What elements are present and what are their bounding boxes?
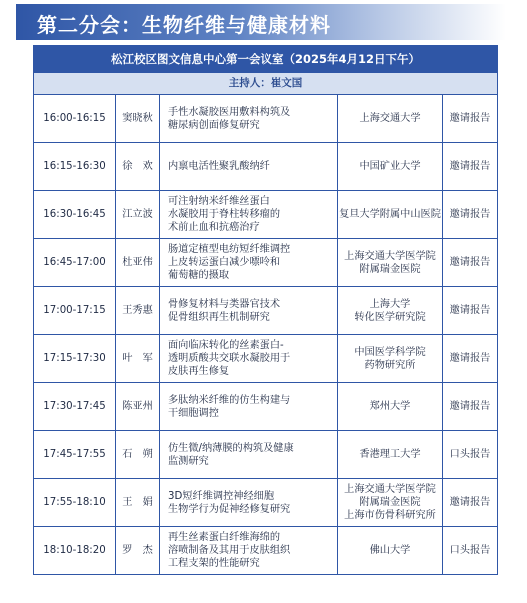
talk-topic-line: 工程支架的性能研究	[168, 558, 260, 569]
talk-topic	[160, 95, 338, 143]
session-time: 18:10-18:20	[34, 527, 116, 575]
talk-topic	[160, 287, 338, 335]
report-type: 邀请报告	[443, 143, 498, 191]
report-type: 邀请报告	[443, 479, 498, 527]
session-row	[34, 527, 498, 575]
speaker-name: 徐 欢	[116, 143, 160, 191]
talk-topic-line: 肠道定植型电纺短纤维调控	[168, 244, 291, 255]
institution	[338, 95, 443, 143]
talk-topic-line: 促骨组织再生机制研究	[168, 311, 270, 323]
talk-topic-line: 透明质酸共交联水凝胶用于	[168, 353, 291, 364]
session-time: 17:30-17:45	[34, 383, 116, 431]
institution-line: 中国矿业大学	[359, 161, 421, 172]
institution-line: 附属瑞金医院	[359, 263, 421, 275]
speaker-name: 窦晓秋	[116, 95, 160, 143]
talk-topic	[160, 191, 338, 239]
venue-cell: 松江校区图文信息中心第一会议室（2025年4月12日下午）	[34, 46, 498, 73]
talk-topic	[160, 479, 338, 527]
institution-line: 郑州大学	[369, 401, 411, 412]
talk-topic-line: 内禀电活性聚乳酸纳纤	[168, 161, 270, 172]
report-type: 邀请报告	[443, 335, 498, 383]
talk-topic-line: 再生丝素蛋白纤维海绵的	[168, 532, 281, 543]
institution-line: 上海交通大学医学院	[344, 484, 436, 495]
institution-line: 佛山大学	[369, 545, 411, 556]
talk-topic-line: 骨修复材料与类器官技术	[168, 298, 281, 310]
session-time: 17:55-18:10	[34, 479, 116, 527]
institution	[338, 383, 443, 431]
session-row	[34, 431, 498, 479]
host-row	[34, 73, 498, 95]
talk-topic-line: 面向临床转化的丝素蛋白-	[168, 340, 284, 351]
title-band	[16, 4, 506, 40]
session-row	[34, 143, 498, 191]
institution	[338, 479, 443, 527]
session-row	[34, 95, 498, 143]
talk-topic-line: 3D短纤维调控神经细胞	[168, 490, 275, 502]
talk-topic-line: 生物学行为促神经修复研究	[168, 503, 291, 515]
report-type: 邀请报告	[443, 287, 498, 335]
talk-topic-line: 皮肤再生修复	[168, 366, 230, 377]
speaker-name: 叶 军	[116, 335, 160, 383]
talk-topic-line: 手性水凝胶医用敷料构筑及	[168, 106, 291, 118]
session-time: 16:00-16:15	[34, 95, 116, 143]
institution-line: 转化医学研究院	[354, 311, 426, 323]
talk-topic-line: 葡萄糖的摄取	[168, 270, 230, 281]
talk-topic	[160, 431, 338, 479]
institution	[338, 239, 443, 287]
session-time: 16:30-16:45	[34, 191, 116, 239]
institution	[338, 335, 443, 383]
talk-topic	[160, 143, 338, 191]
schedule-table	[33, 45, 498, 575]
speaker-name: 王 娟	[116, 479, 160, 527]
report-type: 邀请报告	[443, 239, 498, 287]
institution-line: 附属瑞金医院	[359, 497, 421, 508]
speaker-name: 石 朔	[116, 431, 160, 479]
speaker-name: 王秀惠	[116, 287, 160, 335]
talk-topic	[160, 335, 338, 383]
session-time: 17:15-17:30	[34, 335, 116, 383]
report-type: 邀请报告	[443, 191, 498, 239]
session-time: 16:45-17:00	[34, 239, 116, 287]
report-type: 口头报告	[443, 527, 498, 575]
talk-topic-line: 溶喷制备及其用于皮肤组织	[168, 545, 291, 556]
institution	[338, 191, 443, 239]
talk-topic	[160, 383, 338, 431]
talk-topic-line: 多肽纳米纤维的仿生构建与	[168, 394, 291, 406]
session-row	[34, 479, 498, 527]
session-row	[34, 287, 498, 335]
talk-topic-line: 监测研究	[168, 455, 209, 467]
session-time: 17:00-17:15	[34, 287, 116, 335]
session-time: 16:15-16:30	[34, 143, 116, 191]
speaker-name: 罗 杰	[116, 527, 160, 575]
session-row	[34, 335, 498, 383]
talk-topic	[160, 239, 338, 287]
talk-topic-line: 仿生微/纳薄膜的构筑及健康	[168, 442, 294, 454]
session-row	[34, 239, 498, 287]
talk-topic-line: 术前止血和抗癌治疗	[168, 222, 260, 233]
institution	[338, 287, 443, 335]
host-cell: 主持人：崔文国	[34, 73, 498, 95]
institution-line: 上海交通大学	[359, 113, 421, 124]
page-title: 第二分会：生物纤维与健康材料	[37, 13, 331, 37]
talk-topic-line: 上皮转运蛋白减少嘌呤和	[168, 257, 281, 268]
institution-line: 复旦大学附属中山医院	[339, 209, 441, 220]
institution-line: 上海交通大学医学院	[344, 250, 436, 262]
session-row	[34, 383, 498, 431]
talk-topic-line: 糖尿病创面修复研究	[168, 119, 260, 131]
report-type: 口头报告	[443, 431, 498, 479]
talk-topic-line: 可注射纳米纤维丝蛋白	[168, 196, 270, 207]
institution-line: 中国医学科学院	[354, 346, 426, 358]
institution-line: 上海大学	[369, 298, 411, 310]
institution-line: 香港理工大学	[359, 449, 421, 460]
venue-row	[34, 46, 498, 73]
speaker-name: 杜亚伟	[116, 239, 160, 287]
institution	[338, 143, 443, 191]
report-type: 邀请报告	[443, 383, 498, 431]
institution-line: 上海市伤骨科研究所	[344, 510, 436, 521]
institution	[338, 431, 443, 479]
institution-line: 药物研究所	[364, 359, 416, 371]
report-type: 邀请报告	[443, 95, 498, 143]
talk-topic-line: 干细胞调控	[168, 407, 219, 419]
session-row	[34, 191, 498, 239]
talk-topic	[160, 527, 338, 575]
speaker-name: 陈亚州	[116, 383, 160, 431]
institution	[338, 527, 443, 575]
speaker-name: 江立波	[116, 191, 160, 239]
session-time: 17:45-17:55	[34, 431, 116, 479]
talk-topic-line: 水凝胶用于脊柱转移瘤的	[168, 209, 281, 220]
